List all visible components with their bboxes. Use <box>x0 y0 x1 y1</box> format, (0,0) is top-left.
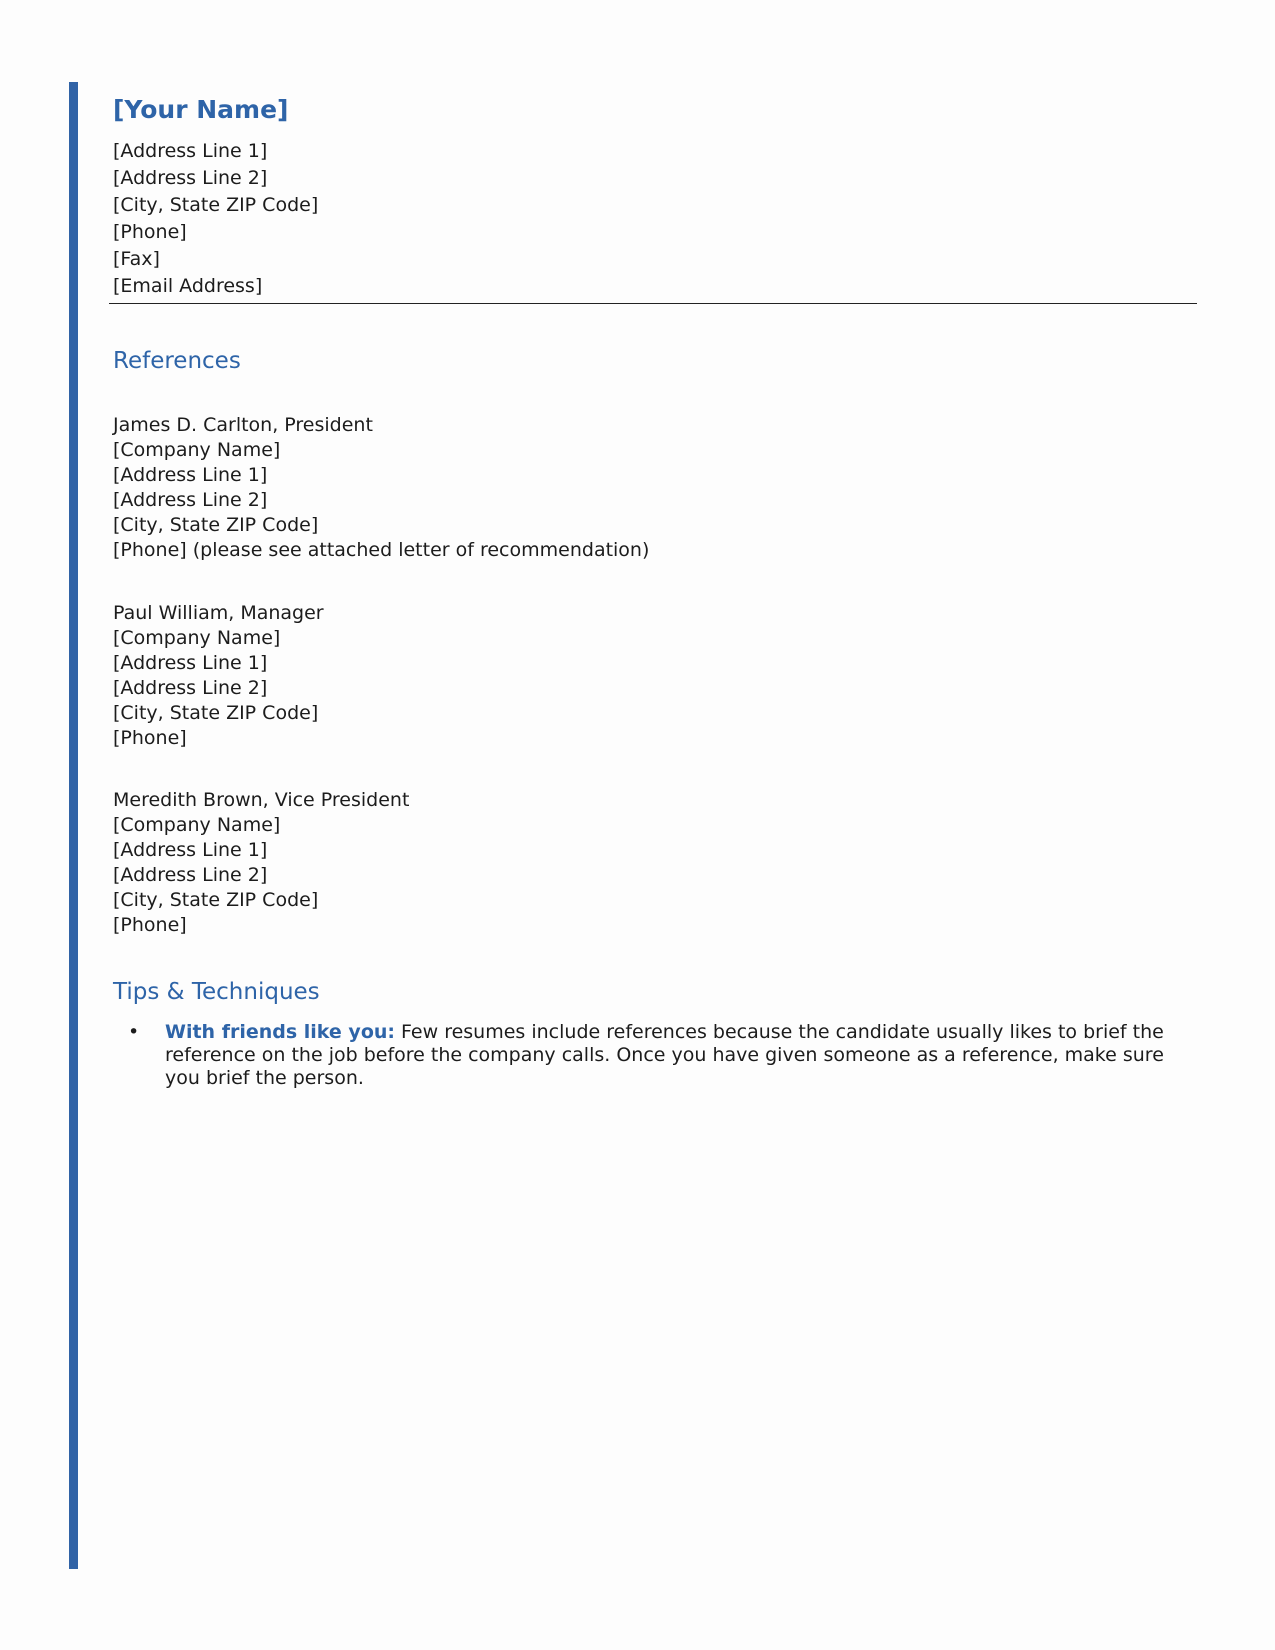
reference-city: [City, State ZIP Code] <box>113 889 319 911</box>
reference-address-1: [Address Line 1] <box>113 464 268 486</box>
contact-address-line-2: [Address Line 2] <box>113 167 268 189</box>
header-block <box>113 92 1198 300</box>
reference-company: [Company Name] <box>113 814 281 836</box>
header-divider <box>109 303 1197 304</box>
reference-address-2: [Address Line 2] <box>113 677 268 699</box>
reference-company: [Company Name] <box>113 439 281 461</box>
contact-fax: [Fax] <box>113 248 160 270</box>
tip-item <box>113 1021 1198 1090</box>
bullet-icon: • <box>128 1021 140 1043</box>
reference-city: [City, State ZIP Code] <box>113 702 319 724</box>
references-title: References <box>113 348 241 374</box>
reference-address-1: [Address Line 1] <box>113 839 268 861</box>
reference-city: [City, State ZIP Code] <box>113 514 319 536</box>
reference-phone: [Phone] <box>113 727 187 749</box>
contact-email: [Email Address] <box>113 275 263 297</box>
contact-city-state-zip: [City, State ZIP Code] <box>113 194 319 216</box>
reference-company: [Company Name] <box>113 627 281 649</box>
reference-address-2: [Address Line 2] <box>113 864 268 886</box>
reference-address-1: [Address Line 1] <box>113 652 268 674</box>
reference-entry <box>113 788 409 938</box>
your-name: [Your Name] <box>113 95 289 124</box>
reference-name: Paul William, Manager <box>113 602 324 624</box>
tip-lead: With friends like you: <box>165 1021 395 1043</box>
reference-name: Meredith Brown, Vice President <box>113 789 410 811</box>
contact-address-line-1: [Address Line 1] <box>113 140 268 162</box>
reference-address-2: [Address Line 2] <box>113 489 268 511</box>
reference-phone: [Phone] (please see attached letter of recommendation) <box>113 539 650 561</box>
reference-entry <box>113 413 649 563</box>
reference-entry <box>113 601 324 751</box>
contact-phone: [Phone] <box>113 221 187 243</box>
reference-phone: [Phone] <box>113 914 187 936</box>
tip-text <box>165 1021 1198 1090</box>
reference-name: James D. Carlton, President <box>113 414 373 436</box>
tips-title: Tips & Techniques <box>113 979 320 1005</box>
accent-bar <box>69 82 78 1569</box>
tip-body: Few resumes include references because the candidate usually likes to brief the reference on the job before the company calls. Once you have given someone as a reference, make sure you brief the person. <box>165 1021 1164 1089</box>
